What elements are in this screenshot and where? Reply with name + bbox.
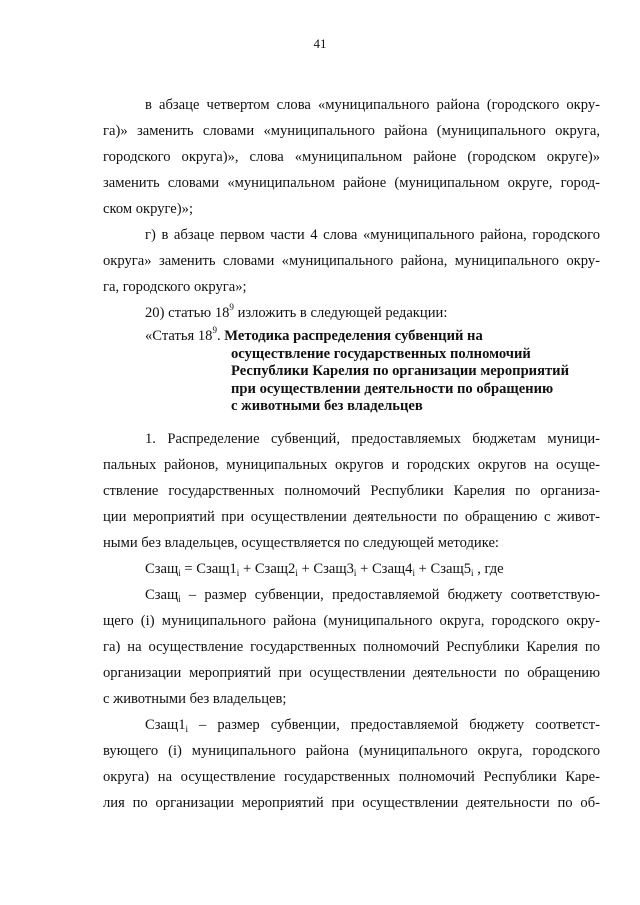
definition-szash xyxy=(103,582,600,712)
text-line: г) в абзаце первом части 4 слова «муниципального района, городского xyxy=(145,227,600,243)
text-line: округа) на осуществление государственных полномочий Республики Каре- xyxy=(103,768,600,785)
text-line: га) на осуществление государственных полномочий Республики Карелия по xyxy=(103,638,600,655)
document-body xyxy=(103,92,600,816)
text-line: заменить словами «муниципальном районе (муниципальном округе, город- xyxy=(103,175,600,191)
text-line: щего (i) муниципального района (муниципального округа, городского окру- xyxy=(103,612,600,629)
text-line: ными без владельцев, осуществляется по следующей методике: xyxy=(103,534,499,551)
article-heading xyxy=(145,325,600,416)
heading-line: с животными без владельцев xyxy=(231,398,423,414)
formula: Сзащ$_i$ = $Сзащ1_i$ + $Сзащ2_i$ + $Сзащ3_i$ + $Сзащ4_i$ + $Сзащ5_i$ , где xyxy=(145,560,504,578)
text-line: вующего (i) муниципального района (муниципального округа, городского xyxy=(103,742,600,759)
definition-szash1 xyxy=(103,712,600,816)
text-line: га)» заменить словами «муниципального района (муниципального округа, xyxy=(103,123,600,139)
paragraph-1 xyxy=(103,426,600,556)
text-line: $Сзащ1_i$ – размер субвенции, предоставляемой бюджету соответст- xyxy=(145,716,600,734)
text-line: организации мероприятий при осуществлении деятельности по обращению xyxy=(103,664,600,681)
text-line: ском округе)»; xyxy=(103,201,193,217)
text-line: 1. Распределение субвенций, предоставляемых бюджетам муници- xyxy=(145,430,600,447)
heading-line: осуществление государственных полномочий xyxy=(231,345,531,362)
article-prefix: «Статья $18^9$. xyxy=(145,325,221,344)
text-line: в абзаце четвертом слова «муниципального района (городского окру- xyxy=(145,97,600,113)
paragraph-abzac-4 xyxy=(103,92,600,222)
text-line: Сзащ$_i$ – размер субвенции, предоставляемой бюджету соответствую- xyxy=(145,586,600,604)
text-line: с животными без владельцев; xyxy=(103,690,287,707)
text-line: лия по организации мероприятий при осуществлении деятельности по об- xyxy=(103,794,600,811)
text-line: ствление государственных полномочий Республики Карелия по организа- xyxy=(103,482,600,499)
text-line: га, городского округа»; xyxy=(103,279,247,295)
heading-line: Республики Карелия по организации мероприятий xyxy=(231,363,569,379)
paragraph-item-g xyxy=(103,222,600,300)
text-line: пальных районов, муниципальных округов и городских округов на осуще- xyxy=(103,456,600,473)
page-number: 41 xyxy=(313,36,327,51)
paragraph-item-20: 20) статью $18^9$ изложить в следующей редакции: xyxy=(145,302,448,321)
heading-line: Методика распределения субвенций на xyxy=(224,328,483,344)
text-line: округа» заменить словами «муниципального района, муниципального окру- xyxy=(103,253,600,269)
text-line: городского округа)», слова «муниципальном районе (городском округе)» xyxy=(103,149,600,165)
heading-line: при осуществлении деятельности по обращению xyxy=(231,380,554,397)
text-line: ции мероприятий при осуществлении деятельности по обращению с живот- xyxy=(103,508,600,525)
